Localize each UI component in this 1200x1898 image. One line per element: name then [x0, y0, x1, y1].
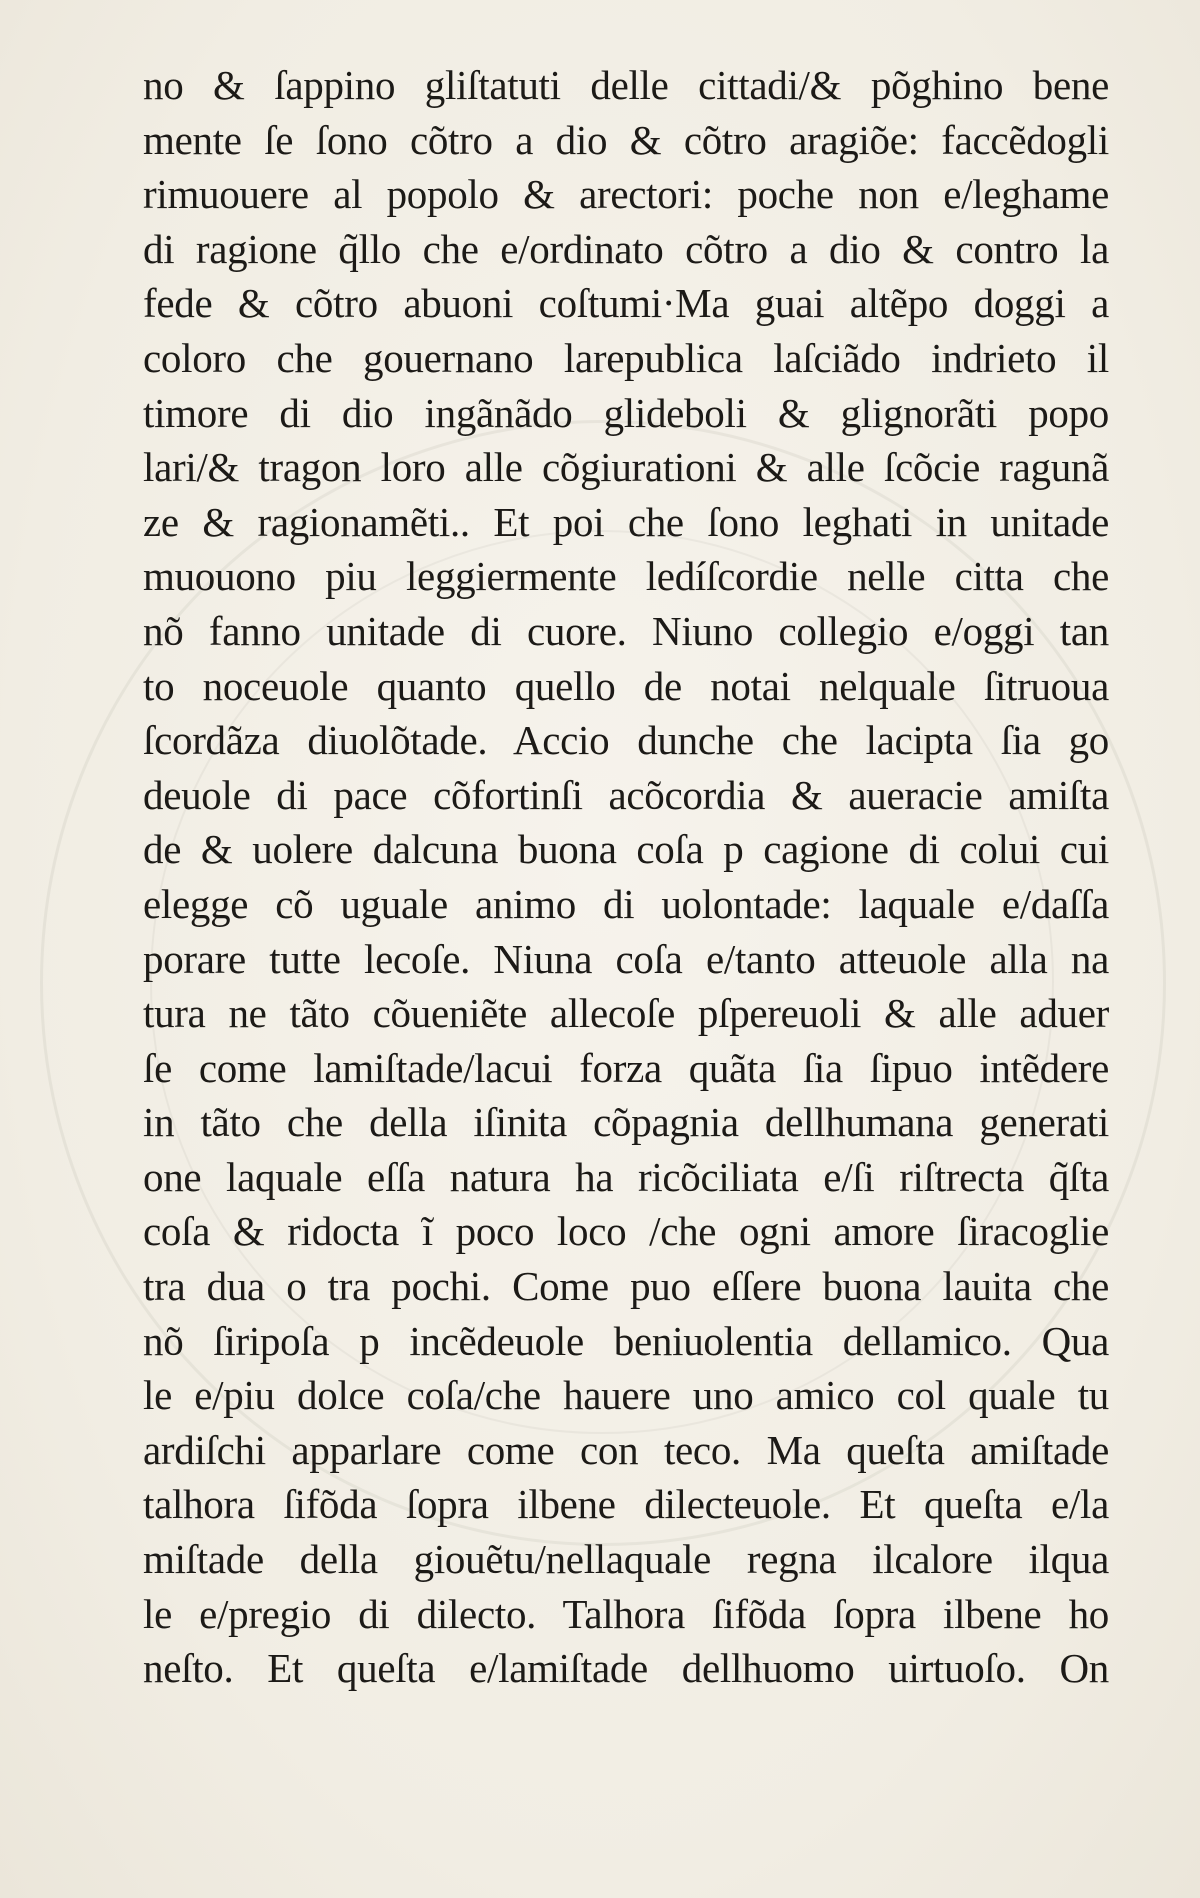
- text-line: miſtade della giouẽtu/nellaquale regna ilcalore ilqua: [143, 1536, 1109, 1583]
- text-line: ardiſchi apparlare come con teco. Ma queſta amiſtade: [143, 1426, 1109, 1473]
- text-line: no & ſappino gliſtatuti delle cittadi/& põghino bene: [143, 62, 1109, 108]
- text-line: de & uolere dalcuna buona coſa p cagione di colui cui: [143, 826, 1109, 873]
- text-line: coloro che gouernano larepublica laſciãdo indrieto il: [143, 334, 1109, 381]
- text-line: neſto. Et queſta e/lamiſtade dellhuomo uirtuoſo. On: [143, 1645, 1109, 1692]
- text-line: nõ fanno unitade di cuore. Niuno collegio e/oggi tan: [143, 607, 1109, 654]
- text-line: in tãto che della iſinita cõpagnia dellhumana generati: [143, 1099, 1109, 1146]
- text-line: mente ſe ſono cõtro a dio & cõtro aragiõe: faccẽdogli: [143, 116, 1109, 163]
- text-line: ſcordãza diuolõtade. Accio dunche che lacipta ſia go: [143, 717, 1109, 764]
- text-line: timore di dio ingãnãdo glideboli & glignorãti popo: [143, 389, 1109, 436]
- text-line: one laquale eſſa natura ha ricõciliata e/ſi riſtrecta q̃ſta: [143, 1153, 1109, 1200]
- text-line: ze & ragionamẽti.. Et poi che ſono leghati in unitade: [143, 498, 1109, 545]
- text-line: le e/pregio di dilecto. Talhora ſifõda ſopra ilbene ho: [143, 1590, 1109, 1637]
- text-line: fede & cõtro abuoni coſtumi·Ma guai altẽpo doggi a: [143, 280, 1109, 327]
- text-line: muouono piu leggiermente ledíſcordie nelle citta che: [143, 553, 1109, 600]
- text-line: elegge cõ uguale animo di uolontade: laquale e/daſſa: [143, 880, 1109, 927]
- text-line: talhora ſifõda ſopra ilbene dilecteuole. Et queſta e/la: [143, 1481, 1109, 1528]
- text-line: rimuouere al popolo & arectori: poche non e/leghame: [143, 171, 1109, 218]
- text-line: tura ne tãto cõueniẽte allecoſe pſpereuoli & alle aduer: [143, 990, 1109, 1037]
- text-line: ſe come lamiſtade/lacui forza quãta ſia ſipuo intẽdere: [143, 1044, 1109, 1091]
- text-line: coſa & ridocta ĩ poco loco /che ogni amore ſiracoglie: [143, 1208, 1109, 1255]
- text-line: porare tutte lecoſe. Niuna coſa e/tanto atteuole alla na: [143, 935, 1109, 982]
- text-line: to noceuole quanto quello de notai nelquale ſitruoua: [143, 662, 1109, 709]
- text-line: di ragione q̃llo che e/ordinato cõtro a dio & contro la: [143, 225, 1109, 272]
- page-text-block: [143, 58, 1109, 1696]
- text-line: nõ ſiripoſa p incẽdeuole beniuolentia dellamico. Qua: [143, 1317, 1109, 1364]
- text-line: le e/piu dolce coſa/che hauere uno amico col quale tu: [143, 1372, 1109, 1419]
- text-line: tra dua o tra pochi. Come puo eſſere buona lauita che: [143, 1263, 1109, 1310]
- text-line: deuole di pace cõfortinſi acõcordia & aueracie amiſta: [143, 771, 1109, 818]
- text-line: lari/& tragon loro alle cõgiurationi & alle ſcõcie ragunã: [143, 444, 1109, 491]
